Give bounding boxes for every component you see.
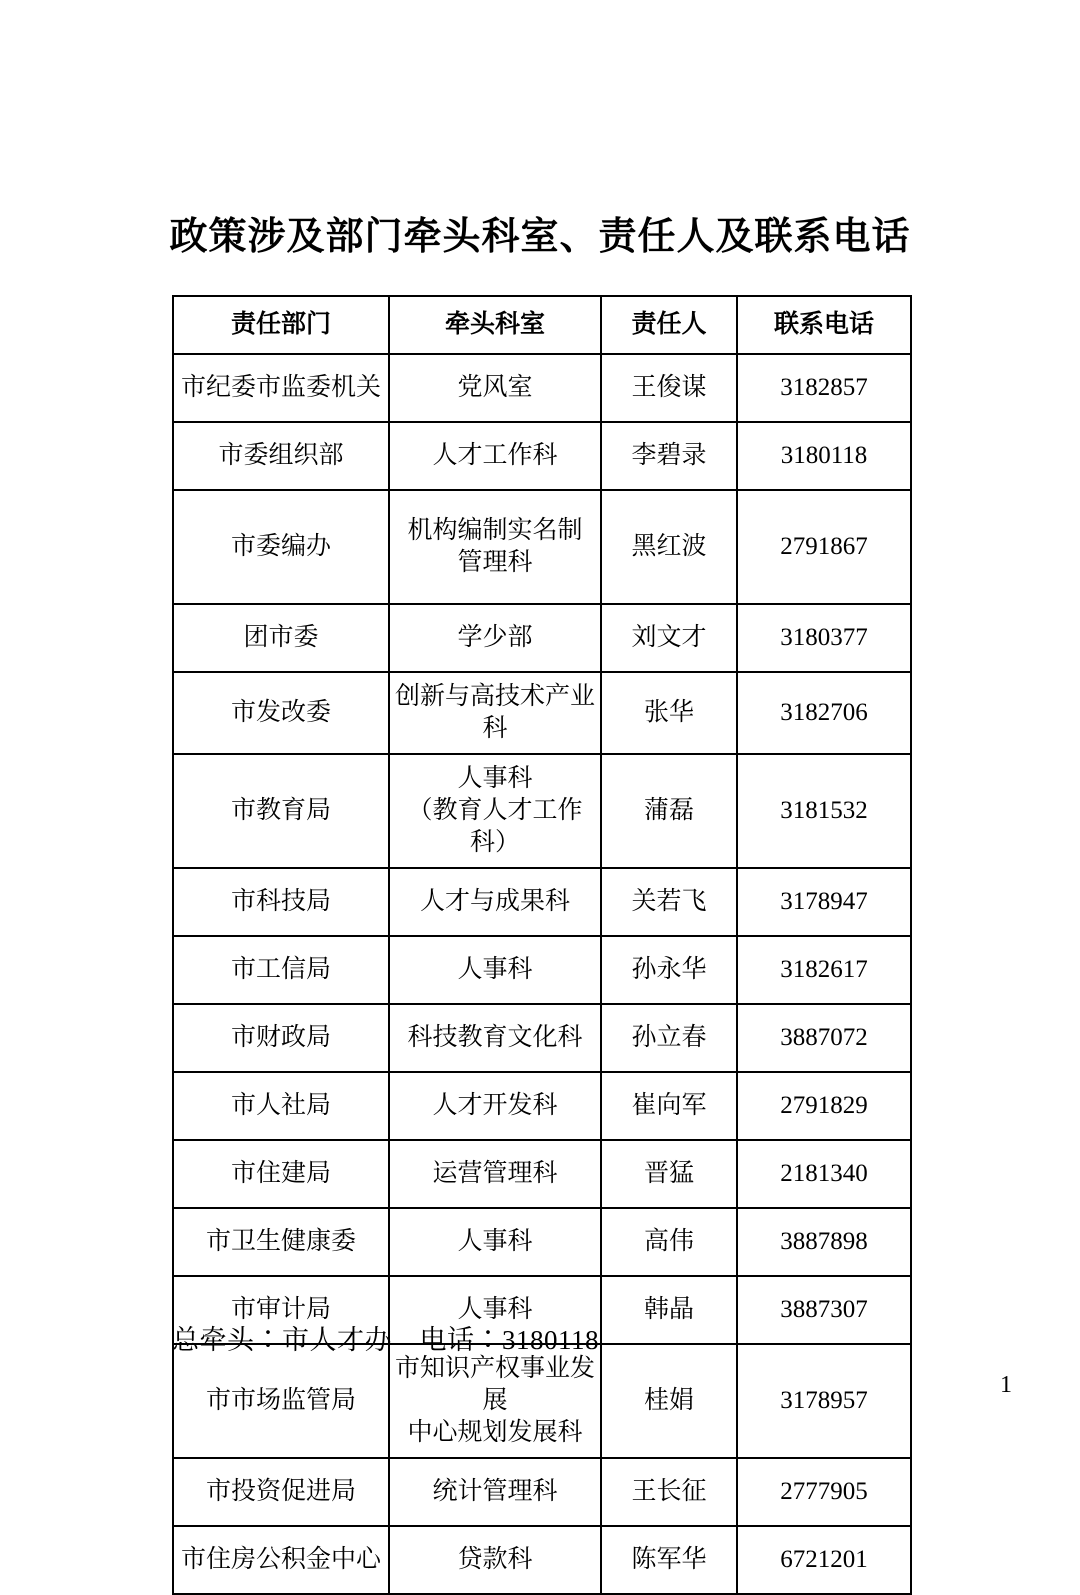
cell-phone: 3182857 xyxy=(737,354,911,422)
cell-section-line1: 人事科 xyxy=(457,765,533,792)
cell-phone: 3887898 xyxy=(737,1208,911,1276)
cell-section: 创新与高技术产业科 xyxy=(389,672,601,754)
footer-note: 总牵头∶市人才办 电话∶3180118 xyxy=(172,1325,599,1355)
cell-person: 韩晶 xyxy=(601,1276,737,1344)
cell-section xyxy=(389,754,601,868)
cell-person: 王俊谋 xyxy=(601,354,737,422)
cell-person: 孙永华 xyxy=(601,936,737,1004)
cell-phone: 3178947 xyxy=(737,868,911,936)
cell-section: 学少部 xyxy=(389,604,601,672)
cell-person: 张华 xyxy=(601,672,737,754)
contact-table-container xyxy=(172,295,910,1595)
table-header xyxy=(173,296,911,354)
cell-section: 人事科 xyxy=(389,936,601,1004)
cell-section xyxy=(389,1344,601,1458)
cell-section: 人才开发科 xyxy=(389,1072,601,1140)
cell-department: 市纪委市监委机关 xyxy=(173,354,389,422)
cell-department: 市工信局 xyxy=(173,936,389,1004)
cell-phone: 3887072 xyxy=(737,1004,911,1072)
table-row xyxy=(173,868,911,936)
cell-department: 市住房公积金中心 xyxy=(173,1526,389,1594)
cell-person: 关若飞 xyxy=(601,868,737,936)
table-row xyxy=(173,1072,911,1140)
cell-person: 李碧录 xyxy=(601,422,737,490)
column-header-section: 牵头科室 xyxy=(389,296,601,354)
cell-department: 市发改委 xyxy=(173,672,389,754)
cell-person: 高伟 xyxy=(601,1208,737,1276)
cell-section xyxy=(389,490,601,604)
table-row xyxy=(173,354,911,422)
cell-section-line2: 中心规划发展科 xyxy=(407,1419,583,1446)
column-header-phone: 联系电话 xyxy=(737,296,911,354)
cell-section-line1: 机构编制实名制 xyxy=(407,517,583,544)
cell-department: 市卫生健康委 xyxy=(173,1208,389,1276)
table-row xyxy=(173,604,911,672)
table-row xyxy=(173,1140,911,1208)
table-row xyxy=(173,1344,911,1458)
cell-person: 蒲磊 xyxy=(601,754,737,868)
cell-person: 晋猛 xyxy=(601,1140,737,1208)
cell-phone: 3887307 xyxy=(737,1276,911,1344)
cell-person: 王长征 xyxy=(601,1458,737,1526)
cell-section: 统计管理科 xyxy=(389,1458,601,1526)
cell-section-line2: 管理科 xyxy=(457,549,533,576)
page-title: 政策涉及部门牵头科室、责任人及联系电话 xyxy=(169,216,911,258)
cell-section-line1: 市知识产权事业发展 xyxy=(394,1355,595,1414)
cell-department: 团市委 xyxy=(173,604,389,672)
cell-section: 人才与成果科 xyxy=(389,868,601,936)
cell-department: 市投资促进局 xyxy=(173,1458,389,1526)
cell-phone: 3178957 xyxy=(737,1344,911,1458)
cell-phone: 3180118 xyxy=(737,422,911,490)
cell-section: 贷款科 xyxy=(389,1526,601,1594)
cell-department: 市人社局 xyxy=(173,1072,389,1140)
column-header-person: 责任人 xyxy=(601,296,737,354)
cell-department: 市委编办 xyxy=(173,490,389,604)
contact-table xyxy=(172,295,912,1595)
table-row xyxy=(173,490,911,604)
cell-department: 市审计局 xyxy=(173,1276,389,1344)
cell-department: 市科技局 xyxy=(173,868,389,936)
cell-phone: 3181532 xyxy=(737,754,911,868)
table-row xyxy=(173,1526,911,1594)
table-body xyxy=(173,354,911,1594)
cell-department: 市市场监管局 xyxy=(173,1344,389,1458)
cell-phone: 2791867 xyxy=(737,490,911,604)
cell-department: 市住建局 xyxy=(173,1140,389,1208)
table-row xyxy=(173,1458,911,1526)
cell-person: 孙立春 xyxy=(601,1004,737,1072)
cell-person: 黑红波 xyxy=(601,490,737,604)
cell-department: 市委组织部 xyxy=(173,422,389,490)
table-row xyxy=(173,936,911,1004)
cell-phone: 3182706 xyxy=(737,672,911,754)
table-row xyxy=(173,422,911,490)
cell-phone: 3182617 xyxy=(737,936,911,1004)
cell-section-line2: （教育人才工作科） xyxy=(407,797,583,856)
cell-department: 市财政局 xyxy=(173,1004,389,1072)
table-header-row xyxy=(173,296,911,354)
cell-person: 桂娟 xyxy=(601,1344,737,1458)
cell-section: 运营管理科 xyxy=(389,1140,601,1208)
cell-person: 刘文才 xyxy=(601,604,737,672)
page-number: 1 xyxy=(1000,1372,1012,1398)
cell-section: 党风室 xyxy=(389,354,601,422)
cell-phone: 3180377 xyxy=(737,604,911,672)
cell-section: 科技教育文化科 xyxy=(389,1004,601,1072)
cell-department: 市教育局 xyxy=(173,754,389,868)
column-header-department: 责任部门 xyxy=(173,296,389,354)
table-row xyxy=(173,1208,911,1276)
cell-section: 人事科 xyxy=(389,1208,601,1276)
cell-phone: 2777905 xyxy=(737,1458,911,1526)
cell-section: 人才工作科 xyxy=(389,422,601,490)
table-row xyxy=(173,672,911,754)
cell-phone: 6721201 xyxy=(737,1526,911,1594)
table-row xyxy=(173,1004,911,1072)
cell-phone: 2791829 xyxy=(737,1072,911,1140)
cell-section: 人事科 xyxy=(389,1276,601,1344)
cell-person: 陈军华 xyxy=(601,1526,737,1594)
cell-person: 崔向军 xyxy=(601,1072,737,1140)
table-row xyxy=(173,754,911,868)
cell-phone: 2181340 xyxy=(737,1140,911,1208)
